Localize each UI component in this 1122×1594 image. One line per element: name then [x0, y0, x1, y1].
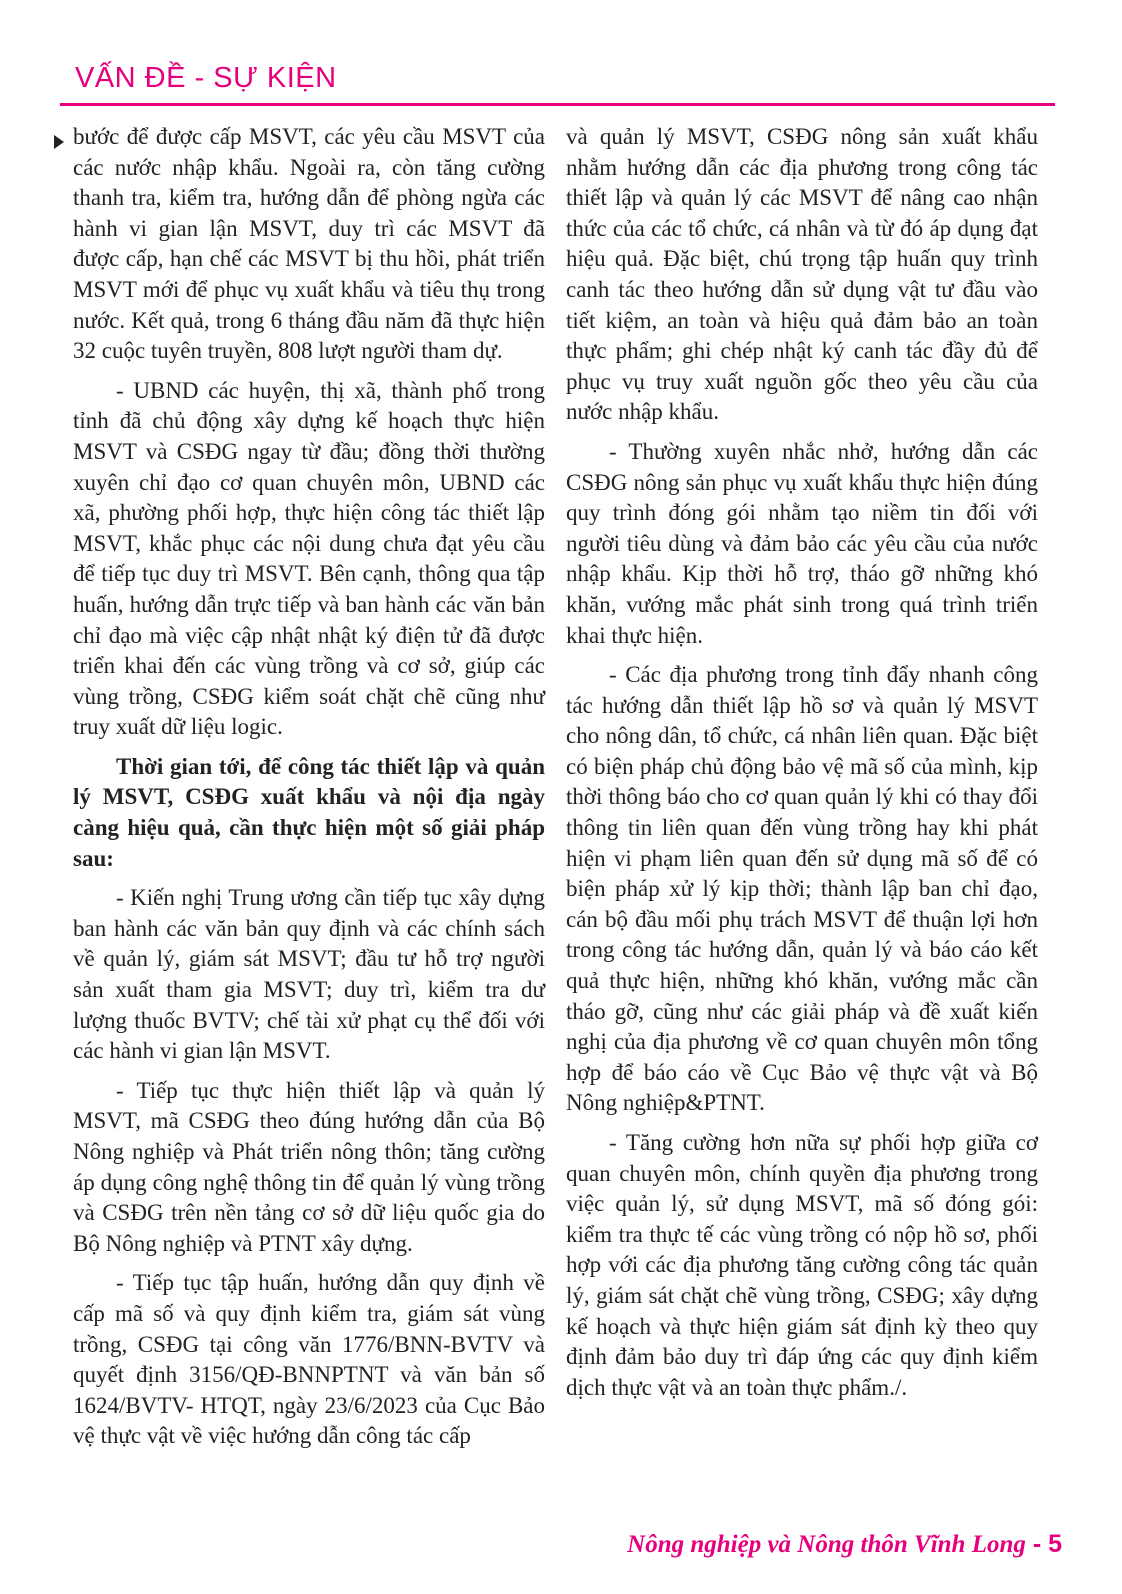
paragraph: - UBND các huyện, thị xã, thành phố trong tỉnh đã chủ động xây dựng kế hoạch thực hiện MSVT và CSĐG ngay từ đầu; đồng thời thường xuyên chỉ đạo cơ quan chuyên môn, UBND các xã, phường phối hợp, thực hiện công tác thiết lập MSVT, khắc phục các nội dung chưa đạt yêu cầu để tiếp tục duy trì MSVT. Bên cạnh, thông qua tập huấn, hướng dẫn trực tiếp và ban hành các văn bản chỉ đạo mà việc cập nhật nhật ký điện tử đã được triển khai đến các vùng trồng và cơ sở, giúp các vùng trồng, CSĐG kiểm soát chặt chẽ cũng như truy xuất dữ liệu logic. — [73, 377, 545, 740]
section-title: VẤN ĐỀ - SỰ KIỆN — [75, 62, 337, 94]
footer-separator: - — [1025, 1530, 1049, 1558]
header-divider — [60, 103, 1055, 106]
right-column — [566, 122, 1038, 1412]
paragraph: - Các địa phương trong tỉnh đẩy nhanh công tác hướng dẫn thiết lập hồ sơ và quản lý MSVT cho nông dân, tổ chức, cá nhân liên quan. Đặc biệt có biện pháp chủ động bảo vệ mã số của mình, kịp thời thông báo cho cơ quan quản lý khi có thay đổi thông tin liên quan đến vùng trồng hay khi phát hiện vi phạm liên quan đến sử dụng mã số để có biện pháp xử lý kịp thời; thành lập ban chỉ đạo, cán bộ đầu mối phụ trách MSVT để thuận lợi hơn trong công tác hướng dẫn, quản lý và báo cáo kết quả thực hiện, những khó khăn, vướng mắc cần tháo gỡ, cũng như các giải pháp và đề xuất kiến nghị của địa phương về cơ quan chuyên môn tổng hợp để báo cáo về Cục Bảo vệ thực vật và Bộ Nông nghiệp&PTNT. — [566, 662, 1038, 1116]
paragraph: bước để được cấp MSVT, các yêu cầu MSVT của các nước nhập khẩu. Ngoài ra, còn tăng cường thanh tra, kiểm tra, hướng dẫn để phòng ngừa các hành vi gian lận MSVT, duy trì các MSVT đã được cấp, hạn chế các MSVT bị thu hồi, phát triển MSVT mới để phục vụ xuất khẩu và tiêu thụ trong nước. Kết quả, trong 6 tháng đầu năm đã thực hiện 32 cuộc tuyên truyền, 808 lượt người tham dự. — [73, 124, 545, 364]
paragraph: - Tăng cường hơn nữa sự phối hợp giữa cơ quan chuyên môn, chính quyền địa phương trong việc quản lý, sử dụng MSVT, mã số đóng gói: kiểm tra thực tế các vùng trồng có nộp hồ sơ, phối hợp với các địa phương tăng cường công tác quản lý, giám sát chặt chẽ vùng trồng, CSĐG; xây dựng kế hoạch và thực hiện giám sát định kỳ theo quy định đảm bảo duy trì đáp ứng các quy định kiểm dịch thực vật và an toàn thực phẩm./. — [566, 1130, 1038, 1400]
left-column — [73, 122, 545, 1461]
page-footer — [627, 1530, 1062, 1559]
continuation-marker-icon — [54, 135, 64, 149]
page-number: 5 — [1048, 1530, 1062, 1558]
paragraph: - Kiến nghị Trung ương cần tiếp tục xây dựng ban hành các văn bản quy định và các chính sách về quản lý, giám sát MSVT; đầu tư hỗ trợ người sản xuất tham gia MSVT; duy trì, kiểm tra dư lượng thuốc BVTV; chế tài xử phạt cụ thể đối với các hành vi gian lận MSVT. — [73, 885, 545, 1064]
paragraph: - Thường xuyên nhắc nhở, hướng dẫn các CSĐG nông sản phục vụ xuất khẩu thực hiện đúng quy trình đóng gói nhằm tạo niềm tin đối với người tiêu dùng và đảm bảo các yêu cầu của nước nhập khẩu. Kịp thời hỗ trợ, tháo gỡ những khó khăn, vướng mắc phát sinh trong quá trình triển khai thực hiện. — [566, 438, 1038, 648]
solutions-heading: Thời gian tới, để công tác thiết lập và quản lý MSVT, CSĐG xuất khẩu và nội địa ngày càng hiệu quả, cần thực hiện một số giải pháp sau: — [73, 753, 545, 871]
paragraph: - Tiếp tục tập huấn, hướng dẫn quy định về cấp mã số và quy định kiểm tra, giám sát vùng trồng, CSĐG tại công văn 1776/BNN-BVTV và quyết định 3156/QĐ-BNNPTNT và văn bản số 1624/BVTV- HTQT, ngày 23/6/2023 của Cục Bảo vệ thực vật về việc hướng dẫn công tác cấp — [73, 1270, 545, 1449]
magazine-name: Nông nghiệp và Nông thôn Vĩnh Long — [627, 1531, 1026, 1558]
paragraph: và quản lý MSVT, CSĐG nông sản xuất khẩu nhằm hướng dẫn các địa phương trong công tác thiết lập và quản lý các MSVT để nâng cao nhận thức của các tổ chức, cá nhân và từ đó áp dụng đạt hiệu quả. Đặc biệt, chú trọng tập huấn quy trình canh tác theo hướng dẫn sử dụng vật tư đầu vào tiết kiệm, an toàn và hiệu quả đảm bảo an toàn thực phẩm; ghi chép nhật ký canh tác đầy đủ để phục vụ truy xuất nguồn gốc theo yêu cầu của nước nhập khẩu. — [566, 124, 1038, 425]
paragraph: - Tiếp tục thực hiện thiết lập và quản lý MSVT, mã CSĐG theo đúng hướng dẫn của Bộ Nông nghiệp và Phát triển nông thôn; tăng cường áp dụng công nghệ thông tin để quản lý vùng trồng và CSĐG trên nền tảng cơ sở dữ liệu quốc gia do Bộ Nông nghiệp và PTNT xây dựng. — [73, 1077, 545, 1256]
